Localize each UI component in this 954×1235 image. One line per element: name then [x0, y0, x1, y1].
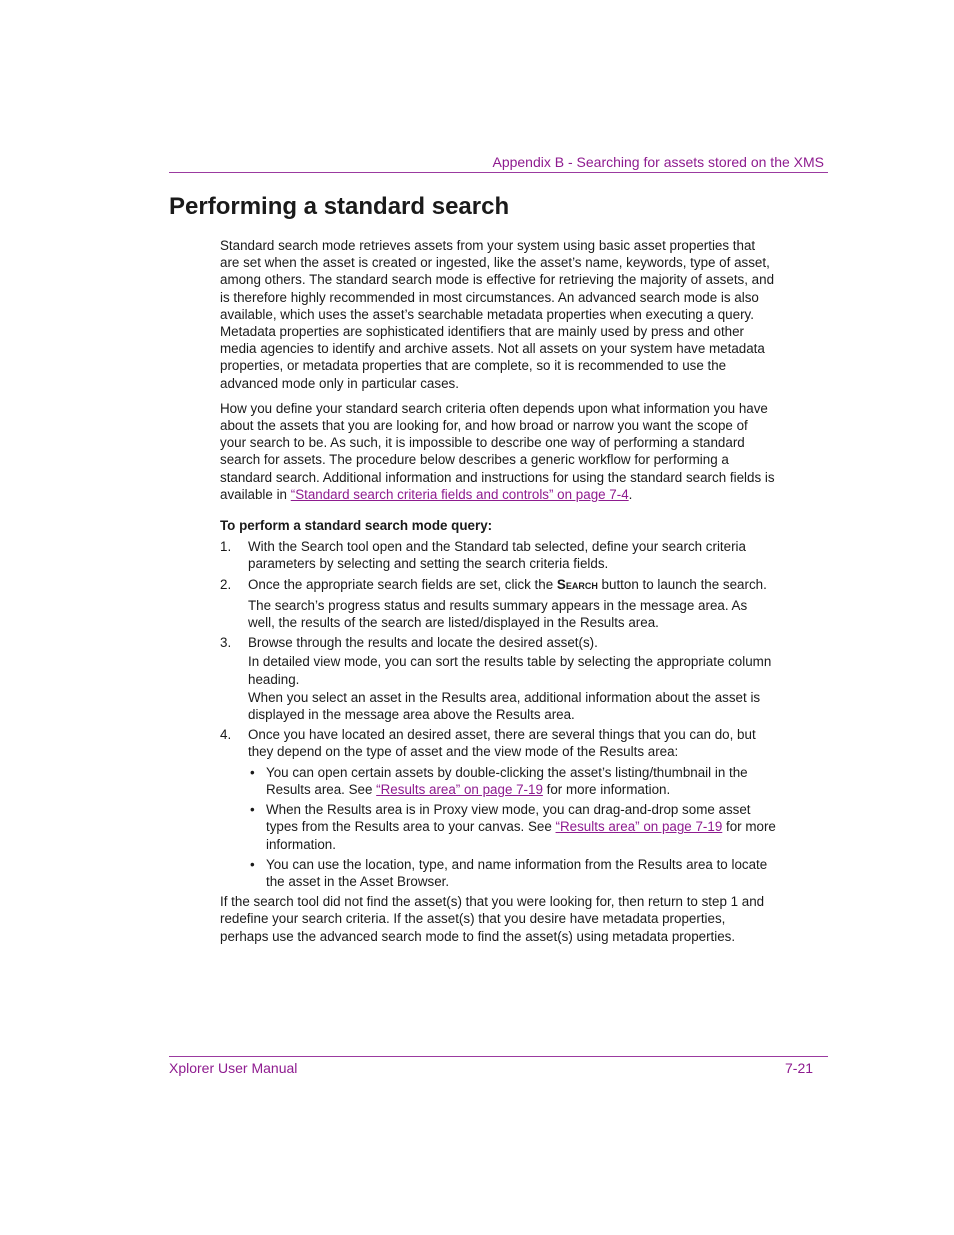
closing-paragraph: If the search tool did not find the asset(s) that you were looking for, then return to step 1 and redefine your search criteria. If the asset(s) that you desire have metadata properties, perhaps use the advanced search mode to find the asset(s) using metadata properties.: [220, 894, 765, 944]
bullet-text: You can use the location, type, and name information from the Results area to locate the asset in the Asset Browser.: [266, 856, 768, 889]
bullet-text: You can open certain assets by double-clicking the asset’s listing/thumbnail in the Results area. See: [266, 764, 748, 797]
results-area-link[interactable]: “Results area” on page 7-19: [376, 781, 543, 797]
step-note: The search’s progress status and results summary appears in the message area. As well, the results of the search are listed/displayed in the Results area.: [248, 597, 748, 631]
page-number: 7-21: [785, 1060, 814, 1076]
bullet-glyph: •: [250, 764, 255, 780]
bullet-text-end: for more information.: [266, 819, 776, 852]
criteria-end: .: [628, 486, 633, 502]
footer-manual-title: Xplorer User Manual: [169, 1060, 298, 1076]
bullet-text-end: for more information.: [542, 781, 671, 797]
bullet-item: [248, 801, 776, 853]
body-content: [220, 237, 776, 953]
bullet-glyph: •: [250, 856, 255, 872]
step-3: [220, 634, 776, 723]
bullet-item: [248, 856, 776, 890]
step-1: [220, 538, 776, 572]
step-text-post: button to launch the search.: [597, 576, 767, 592]
results-area-link[interactable]: “Results area” on page 7-19: [555, 819, 723, 835]
step-2: [220, 576, 776, 632]
running-header: Appendix B - Searching for assets stored on the XMS: [492, 154, 824, 170]
criteria-paragraph: [220, 400, 776, 503]
criteria-text: How you define your standard search criteria often depends upon what information you have about the assets that you are looking for, and how broad or narrow you want the scope of your search to be. As such, it is impossible to describe one way of performing a standard search for assets. The procedure below describes a generic workflow for performing a standard search. Additional information and instructions for using the standard search fields is available in: [220, 400, 775, 502]
step-text-pre: Once the appropriate search fields are set, click the: [248, 576, 557, 592]
bullet-glyph: •: [250, 802, 255, 818]
standard-criteria-link[interactable]: “Standard search criteria fields and controls” on page 7-4: [290, 486, 629, 502]
procedure-title: To perform a standard search mode query:: [220, 518, 493, 534]
step-4: [220, 726, 776, 890]
step-note: When you select an asset in the Results area, additional information about the asset is displayed in the message area above the Results area.: [248, 689, 761, 723]
bullet-text: When the Results area is in Proxy view mode, you can drag-and-drop some asset types from the Results area to your canvas. See: [266, 802, 751, 835]
step-number: 4.: [220, 727, 232, 743]
footer-rule: [169, 1056, 828, 1057]
step-text: With the Search tool open and the Standard tab selected, define your search criteria parameters by selecting and setting the search criteria fields.: [248, 539, 746, 572]
step-text: [248, 576, 776, 593]
step-text: Browse through the results and locate the desired asset(s).: [248, 635, 598, 651]
bullet-item: [248, 764, 776, 798]
search-button-name: Search: [556, 576, 598, 592]
step-number: 3.: [220, 635, 232, 651]
step-number: 1.: [220, 539, 232, 555]
intro-paragraph: Standard search mode retrieves assets from your system using basic asset properties that are set when the asset is created or ingested, like the asset’s name, keywords, type of asset, among others. The standard search mode is effective for retrieving the majority of assets, and is therefore highly recommended in most circumstances. An advanced search mode is also available, which uses the asset’s searchable metadata properties when executing a query. Metadata properties are sophisticated identifiers that are mainly used by press and other media agencies to identify and archive assets. Not all assets on your system have metadata properties, or metadata properties that are complete, so it is recommended to use the advanced mode only in particular cases.: [220, 238, 775, 391]
step-note: In detailed view mode, you can sort the results table by selecting the appropriate column heading.: [248, 654, 772, 687]
step-number: 2.: [220, 576, 232, 592]
page-title: Performing a standard search: [169, 193, 510, 220]
header-rule: [169, 172, 828, 173]
step-text: Once you have located an desired asset, there are several things that you can do, but they depend on the type of asset and the view mode of the Results area:: [248, 727, 756, 760]
